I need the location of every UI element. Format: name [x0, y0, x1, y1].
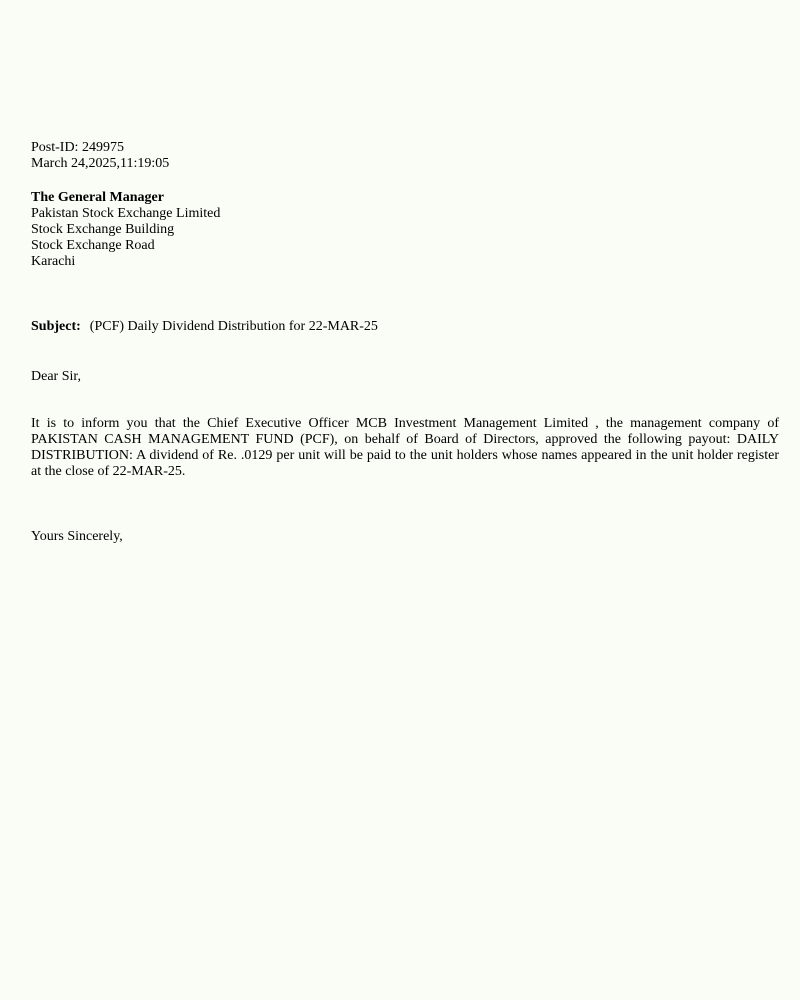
- recipient-block: [31, 190, 779, 270]
- body-paragraph: It is to inform you that the Chief Executive Officer MCB Investment Management Limited , the management company of PAKISTAN CASH MANAGEMENT FUND (PCF), on behalf of Board of Directors, approved the following payout: DAILY DISTRIBUTION: A dividend of Re. .0129 per unit will be paid to the unit holders whose names appeared in the unit holder register at the close of 22-MAR-25.: [31, 416, 779, 479]
- recipient-line: Pakistan Stock Exchange Limited: [31, 206, 221, 221]
- closing: Yours Sincerely,: [31, 529, 123, 544]
- recipient-line: Karachi: [31, 254, 76, 269]
- subject-label: Subject:: [31, 319, 81, 334]
- subject-line: [31, 319, 779, 335]
- salutation: Dear Sir,: [31, 369, 81, 384]
- date-line: March 24,2025,11:19:05: [31, 156, 170, 171]
- subject-text: (PCF) Daily Dividend Distribution for 22-MAR-25: [89, 319, 378, 334]
- post-id-line: Post-ID: 249975: [31, 140, 124, 155]
- recipient-line: Stock Exchange Road: [31, 238, 155, 253]
- recipient-line: Stock Exchange Building: [31, 222, 175, 237]
- meta-block: [31, 140, 779, 172]
- recipient-title: The General Manager: [31, 190, 164, 205]
